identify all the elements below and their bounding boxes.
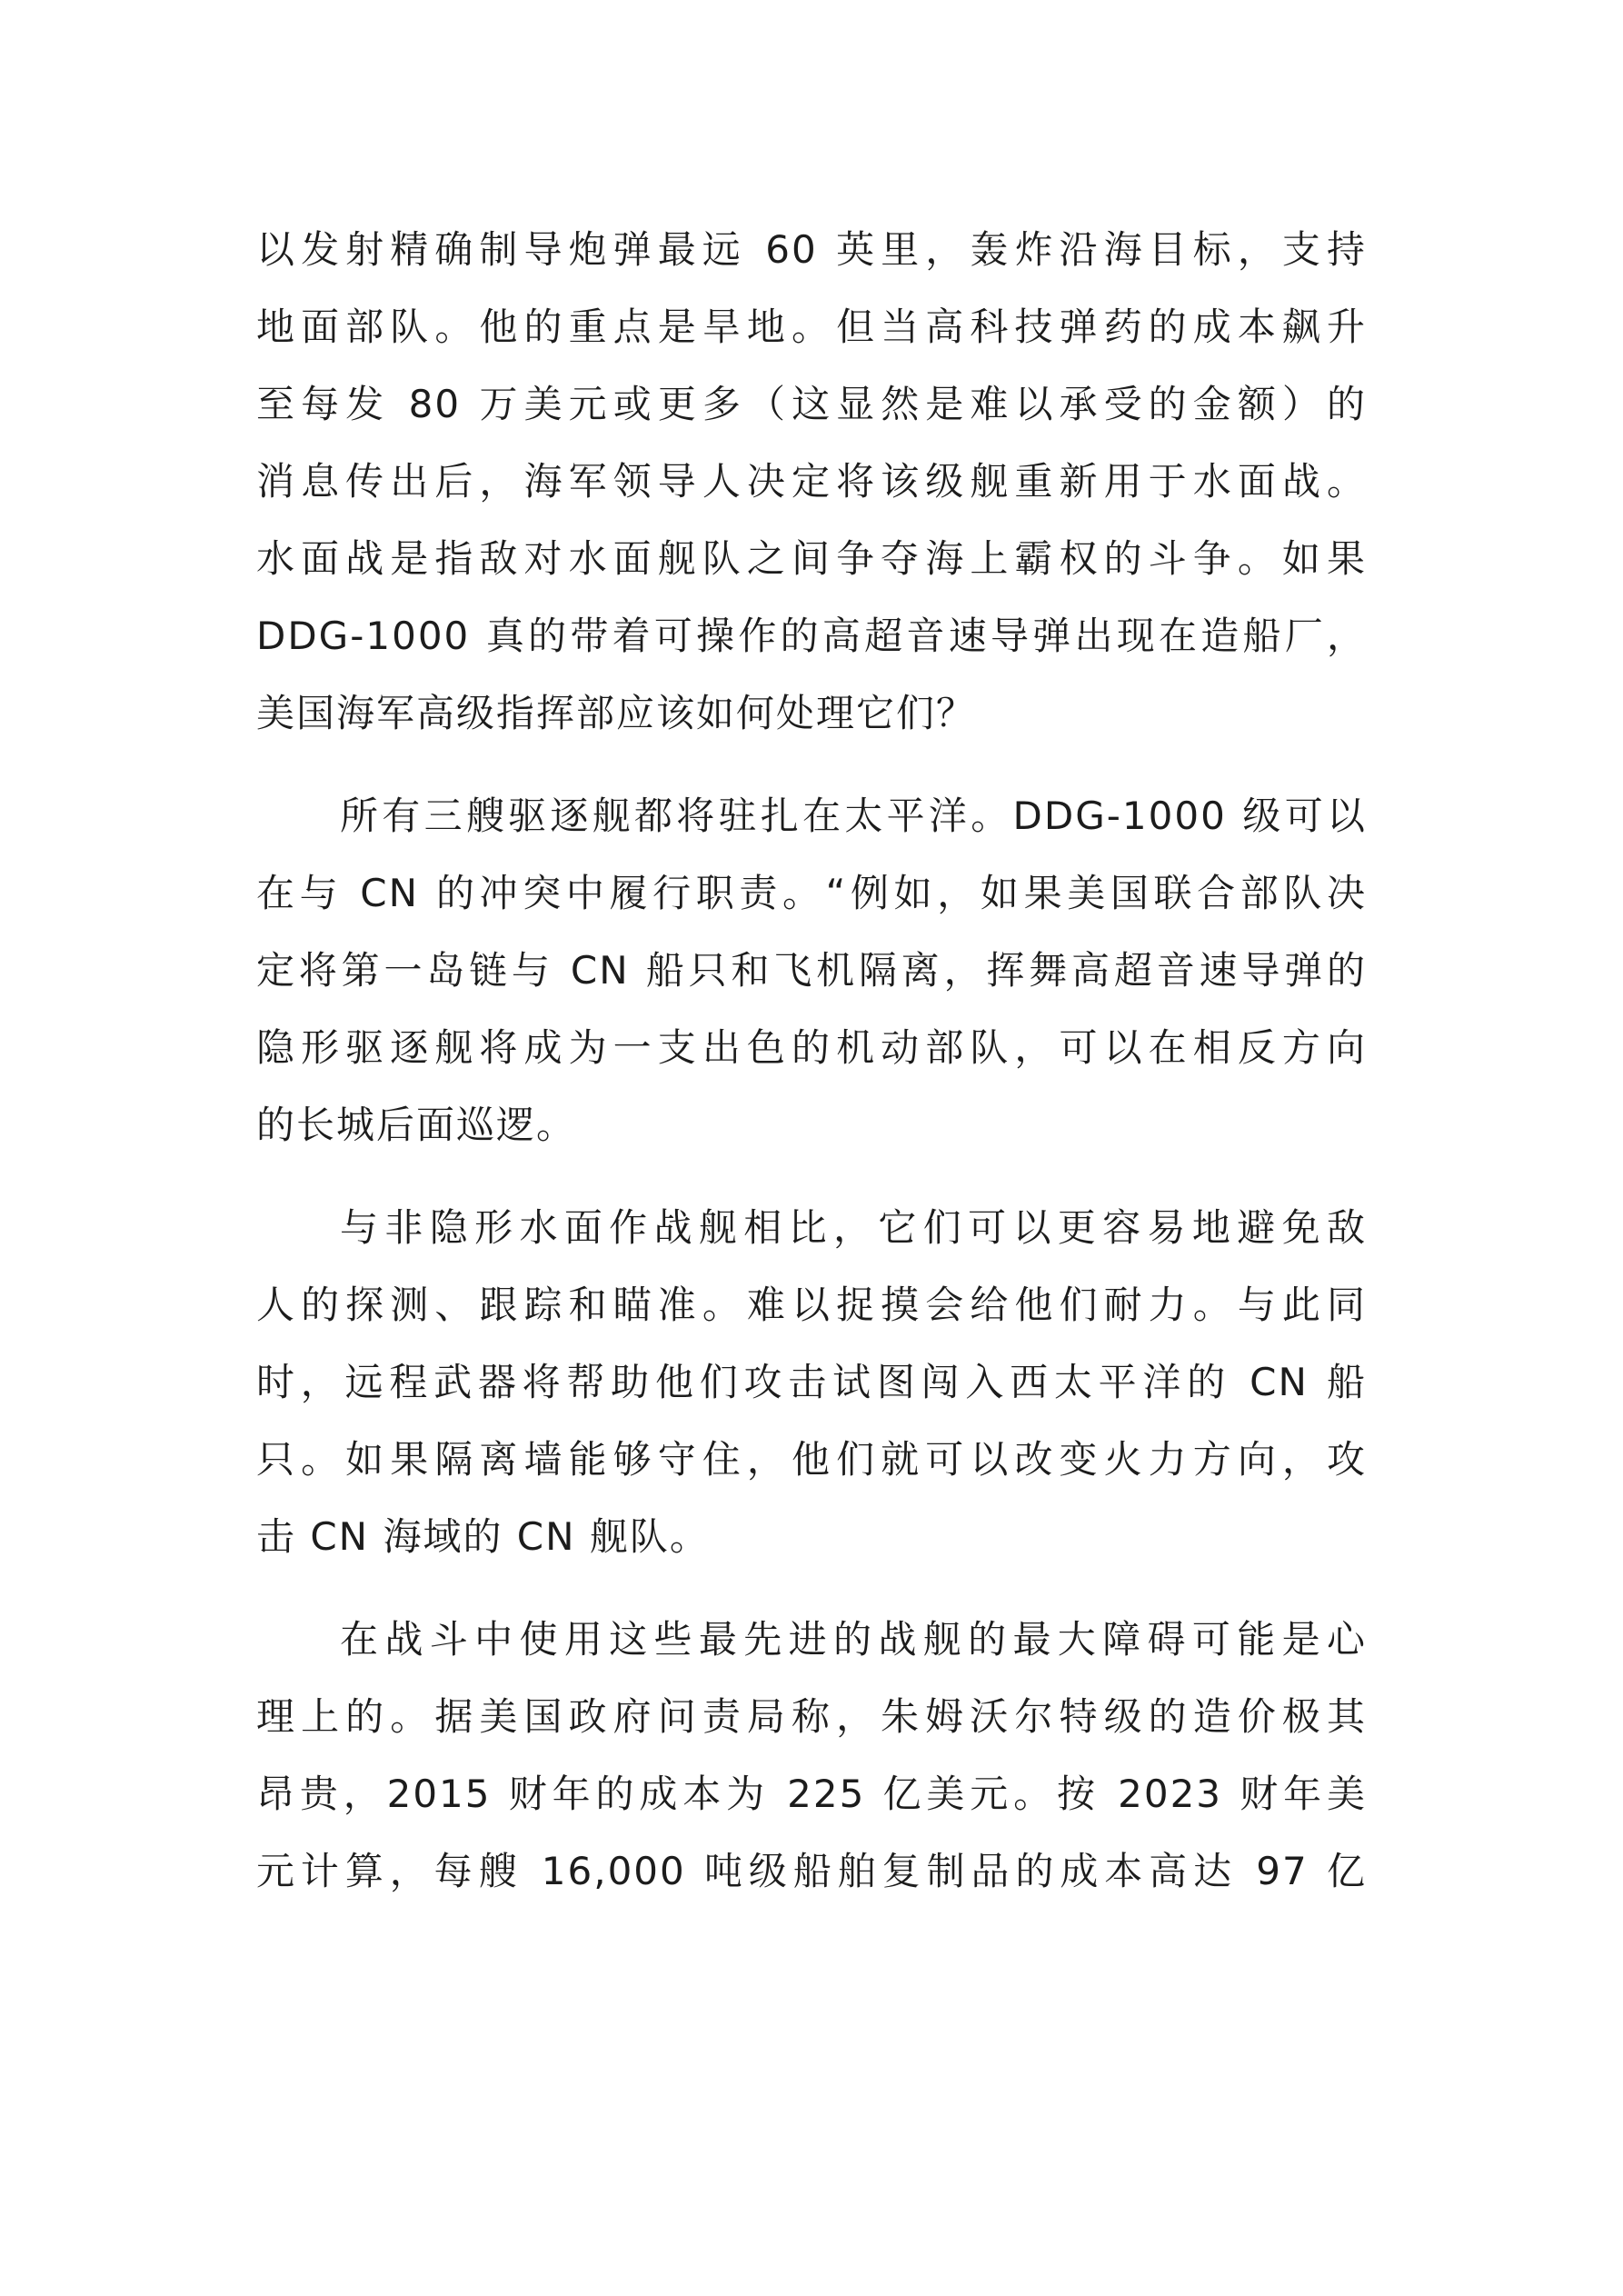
text-line: 击 CN 海域的 CN 舰队。 — [256, 1514, 710, 1559]
text-line: 元计算，每艘 16,000 吨级船舶复制品的成本高达 97 亿 — [256, 1849, 1367, 1893]
text-line: 只。如果隔离墙能够守住，他们就可以改变火力方向，攻 — [256, 1437, 1367, 1482]
text-line: 时，远程武器将帮助他们攻击试图闯入西太平洋的 CN 船 — [256, 1360, 1367, 1404]
text-line: 在战斗中使用这些最先进的战舰的最大障碍可能是心 — [340, 1617, 1367, 1662]
paragraph-2 — [256, 777, 1367, 1163]
text-line: 水面战是指敌对水面舰队之间争夺海上霸权的斗争。如果 — [256, 536, 1367, 581]
text-line: 与非隐形水面作战舰相比，它们可以更容易地避免敌 — [340, 1205, 1367, 1250]
text-line: DDG-1000 真的带着可操作的高超音速导弹出现在造船厂， — [256, 614, 1367, 658]
text-line: 美国海军高级指挥部应该如何处理它们？ — [256, 691, 977, 735]
text-line: 所有三艘驱逐舰都将驻扎在太平洋。DDG-1000 级可以 — [340, 794, 1367, 838]
text-line: 理上的。据美国政府问责局称，朱姆沃尔特级的造价极其 — [256, 1694, 1367, 1739]
paragraph-1 — [256, 211, 1367, 752]
text-line: 隐形驱逐舰将成为一支出色的机动部队，可以在相反方向 — [256, 1025, 1367, 1070]
paragraph-4 — [256, 1601, 1367, 1910]
text-line: 以发射精确制导炮弹最远 60 英里，轰炸沿海目标，支持 — [256, 227, 1367, 272]
paragraph-3 — [256, 1189, 1367, 1575]
text-line: 定将第一岛链与 CN 船只和飞机隔离，挥舞高超音速导弹的 — [256, 948, 1367, 993]
text-line: 的长城后面巡逻。 — [256, 1103, 577, 1147]
text-line: 消息传出后，海军领导人决定将该级舰重新用于水面战。 — [256, 459, 1367, 504]
text-line: 在与 CN 的冲突中履行职责。“例如，如果美国联合部队决 — [256, 871, 1367, 915]
text-line: 昂贵，2015 财年的成本为 225 亿美元。按 2023 财年美 — [256, 1772, 1367, 1816]
text-line: 至每发 80 万美元或更多（这显然是难以承受的金额）的 — [256, 382, 1367, 426]
text-line: 地面部队。他的重点是旱地。但当高科技弹药的成本飙升 — [256, 304, 1367, 349]
text-line: 人的探测、跟踪和瞄准。难以捉摸会给他们耐力。与此同 — [256, 1283, 1367, 1327]
